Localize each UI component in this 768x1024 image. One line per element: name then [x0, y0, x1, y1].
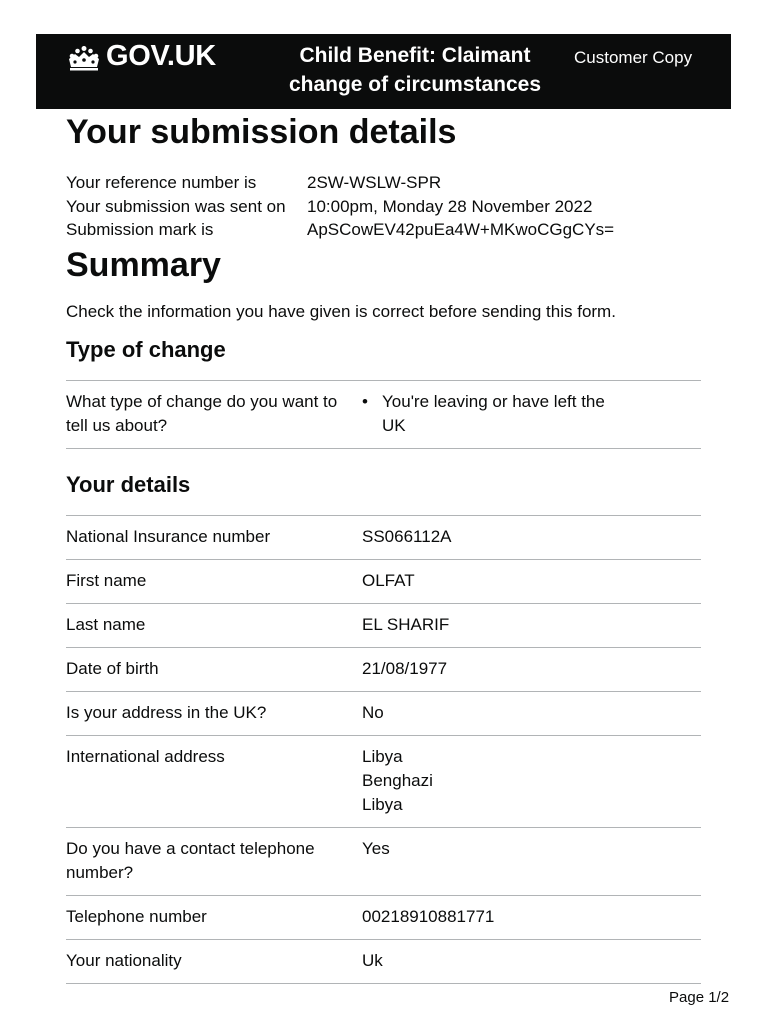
table-row: [66, 691, 701, 735]
logo-text: GOV.UK: [106, 40, 216, 72]
row-key: International address: [66, 747, 225, 766]
sent-on-value: 10:00pm, Monday 28 November 2022: [307, 196, 593, 216]
row-key: Do you have a contact telephone number?: [66, 839, 315, 882]
page-number: Page 1/2: [669, 989, 730, 1006]
govuk-logo: [66, 40, 216, 73]
table-row: [66, 647, 701, 691]
table-row: [66, 827, 701, 895]
row-value: EL SHARIF: [362, 615, 450, 634]
row-value: No: [362, 703, 384, 722]
list-item: [362, 390, 701, 438]
table-row: [66, 735, 701, 827]
table-row: [66, 939, 701, 984]
row-key: Your nationality: [66, 951, 182, 970]
type-of-change-heading: Type of change: [66, 337, 226, 362]
address-line: Libya: [362, 747, 403, 766]
sent-on-row: [66, 195, 614, 219]
row-value: Yes: [362, 839, 390, 858]
reference-row: [66, 171, 614, 195]
submission-mark-value: ApSCowEV42puEa4W+MKwoCGgCYs=: [307, 220, 615, 239]
bullet-icon: •: [362, 392, 368, 411]
row-value: [362, 745, 701, 817]
submission-mark-label: Submission mark is: [66, 220, 214, 239]
row-key: First name: [66, 571, 147, 590]
sent-on-label: Your submission was sent on: [66, 196, 286, 216]
table-row: [66, 515, 701, 559]
row-value: 21/08/1977: [362, 659, 448, 678]
table-row: [66, 895, 701, 939]
row-value: Uk: [362, 951, 383, 970]
submission-mark-row: [66, 218, 614, 242]
reference-value: 2SW-WSLW-SPR: [307, 173, 442, 192]
table-row: [66, 603, 701, 647]
address-line: Benghazi: [362, 771, 433, 790]
row-value: 00218910881771: [362, 907, 495, 926]
row-key: What type of change do you want to tell us about?: [66, 392, 338, 435]
row-key: Date of birth: [66, 659, 159, 678]
table-row: [66, 559, 701, 603]
address-line: Libya: [362, 795, 403, 814]
copy-label: Customer Copy: [574, 48, 693, 67]
row-key: Is your address in the UK?: [66, 703, 267, 722]
crown-icon: [66, 43, 102, 71]
row-value: SS066112A: [362, 527, 452, 546]
row-key: Telephone number: [66, 907, 207, 926]
header-bar: [36, 34, 731, 109]
table-row: [66, 380, 701, 449]
form-title: Child Benefit: Claimant change of circumstances: [288, 44, 542, 96]
your-details-table: [66, 515, 701, 984]
row-value: [362, 390, 701, 438]
row-key: Last name: [66, 615, 146, 634]
row-value: OLFAT: [362, 571, 415, 590]
your-details-heading: Your details: [66, 472, 191, 497]
change-answer: You're leaving or have left the UK: [382, 392, 605, 435]
row-key: National Insurance number: [66, 527, 271, 546]
submission-details: [66, 171, 614, 242]
type-of-change-table: [66, 380, 701, 449]
reference-label: Your reference number is: [66, 173, 257, 192]
summary-heading: Summary: [66, 246, 221, 284]
summary-intro: Check the information you have given is correct before sending this form.: [66, 302, 616, 321]
submission-heading: Your submission details: [66, 113, 457, 151]
